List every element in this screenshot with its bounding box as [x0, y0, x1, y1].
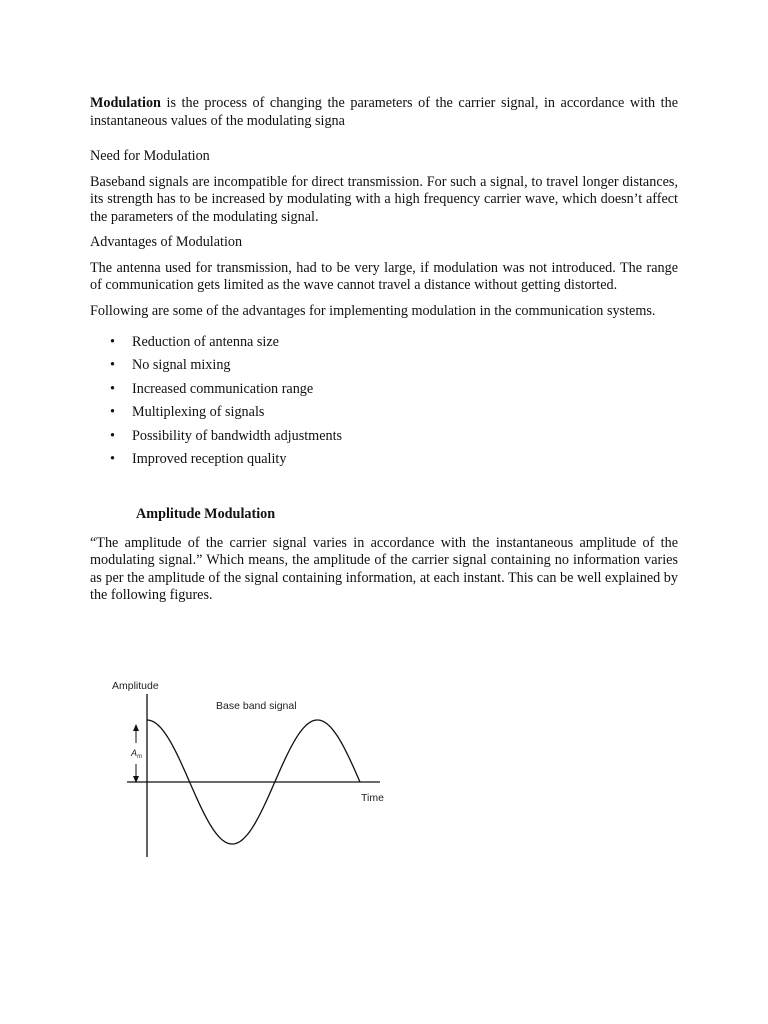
list-item: • No signal mixing: [90, 357, 678, 380]
list-item: • Multiplexing of signals: [90, 404, 678, 427]
document-page: [90, 95, 678, 605]
signal-label: Base band signal: [216, 700, 297, 712]
arrow-up-icon: [133, 724, 139, 731]
need-paragraph: Baseband signals are incompatible for direct transmission. For such a signal, to travel longer distances, its strength has to be increased by modulating with a high frequency carrier wave, which doesn’t affect the parameters of the modulating signal.: [90, 173, 678, 225]
advantages-paragraph-1: The antenna used for transmission, had to be very large, if modulation was not introduced. The range of communication gets limited as the wave cannot travel a distance without getting distorted.: [90, 259, 678, 293]
x-axis-label: Time: [361, 792, 384, 804]
intro-text: is the process of changing the parameters of the carrier signal, in accordance with the instantaneous values of the modulating signa: [90, 95, 678, 129]
baseband-signal-diagram: [100, 670, 400, 865]
advantages-list: [90, 334, 678, 474]
amplitude-modulation-heading: Amplitude Modulation: [136, 506, 276, 523]
intro-paragraph: [90, 95, 678, 130]
advantages-heading: Advantages of Modulation: [90, 234, 243, 250]
list-item: • Possibility of bandwidth adjustments: [90, 428, 678, 451]
list-item: • Reduction of antenna size: [90, 334, 678, 357]
y-axis-label: Amplitude: [112, 680, 159, 692]
list-item: • Increased communication range: [90, 381, 678, 404]
modulation-term: Modulation: [90, 95, 161, 111]
amplitude-symbol: $A_m$: [131, 748, 143, 760]
list-item: • Improved reception quality: [90, 451, 678, 474]
amplitude-modulation-paragraph: “The amplitude of the carrier signal varies in accordance with the instantaneous amplitude of the modulating signal.” Which means, the amplitude of the carrier signal containing no information varies as per the amplitude of the signal containing information, at each instant. This can be well explained by the following figures.: [90, 534, 678, 604]
baseband-signal-figure: [100, 670, 400, 865]
advantages-paragraph-2: Following are some of the advantages for implementing modulation in the communication systems.: [90, 302, 656, 319]
need-heading: Need for Modulation: [90, 148, 210, 164]
